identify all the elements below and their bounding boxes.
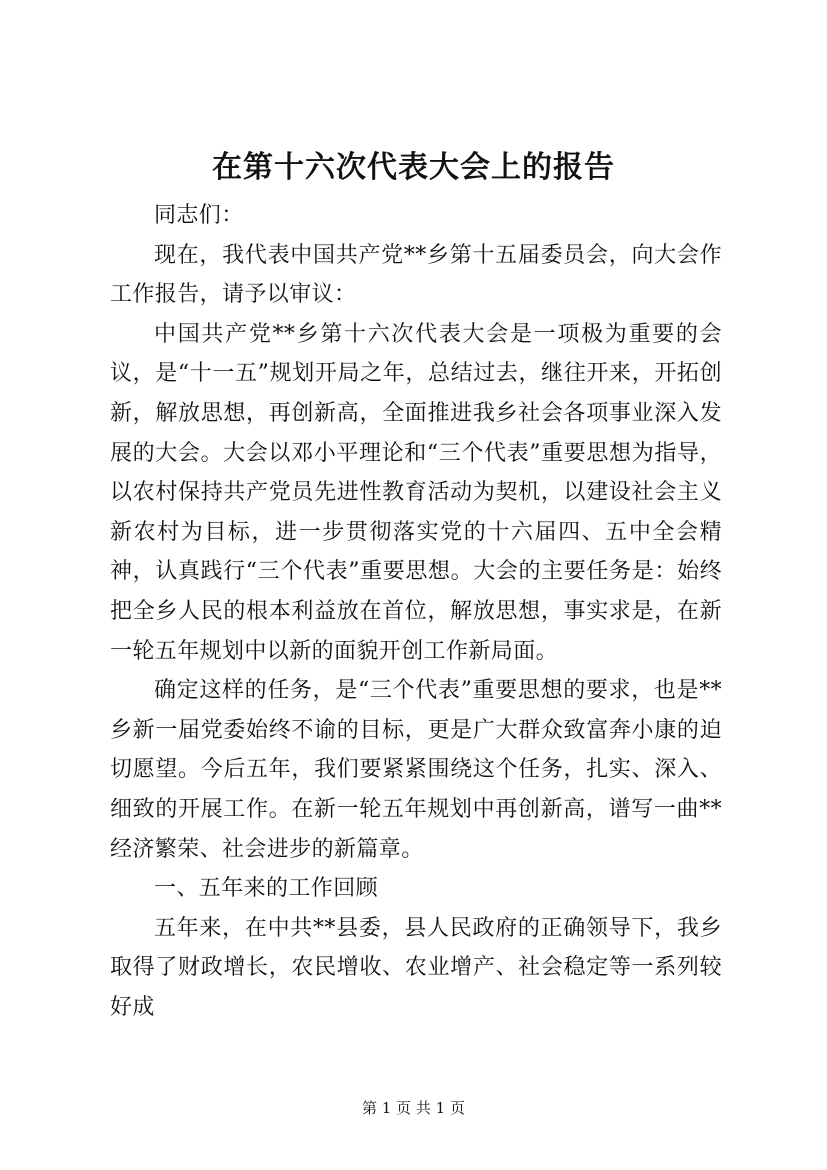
document-title: 在第十六次代表大会上的报告 [212,150,615,185]
section-heading: 一、五年来的工作回顾 [154,876,379,902]
opening-paragraph: 现在，我代表中国共产党**乡第十五届委员会，向大会作工作报告，请予以审议： [110,242,722,308]
task-paragraph: 确定这样的任务，是“三个代表”重要思想的要求，也是**乡新一届党委始终不谕的目标，更是广大群众致富奔小康的迫切愿望。今后五年，我们要紧紧围绕这个任务，扎实、深入、细致的开展工作。在新一轮五年规划中再创新高，谱写一曲**经济繁荣、社会进步的新篇章。 [110,678,722,862]
review-paragraph: 五年来，在中共**县委，县人民政府的正确领导下，我乡取得了财政增长，农民增收、农业增产、社会稳定等一系列较好成 [110,915,722,1020]
document-body [110,196,722,1027]
congress-purpose-paragraph: 中国共产党**乡第十六次代表大会是一项极为重要的会议，是“十一五”规划开局之年，总结过去，继往开来，开拓创新，解放思想，再创新高，全面推进我乡社会各项事业深入发展的大会。大会以邓小平理论和“三个代表”重要思想为指导，以农村保持共产党员先进性教育活动为契机，以建设社会主义新农村为目标，进一步贯彻落实党的十六届四、五中全会精神，认真践行“三个代表”重要思想。大会的主要任务是：始终把全乡人民的根本利益放在首位，解放思想，事实求是，在新一轮五年规划中以新的面貌开创工作新局面。 [110,321,722,664]
salutation-paragraph: 同志们： [154,203,244,228]
page-footer: 第 1 页 共 1 页 [362,1099,465,1117]
